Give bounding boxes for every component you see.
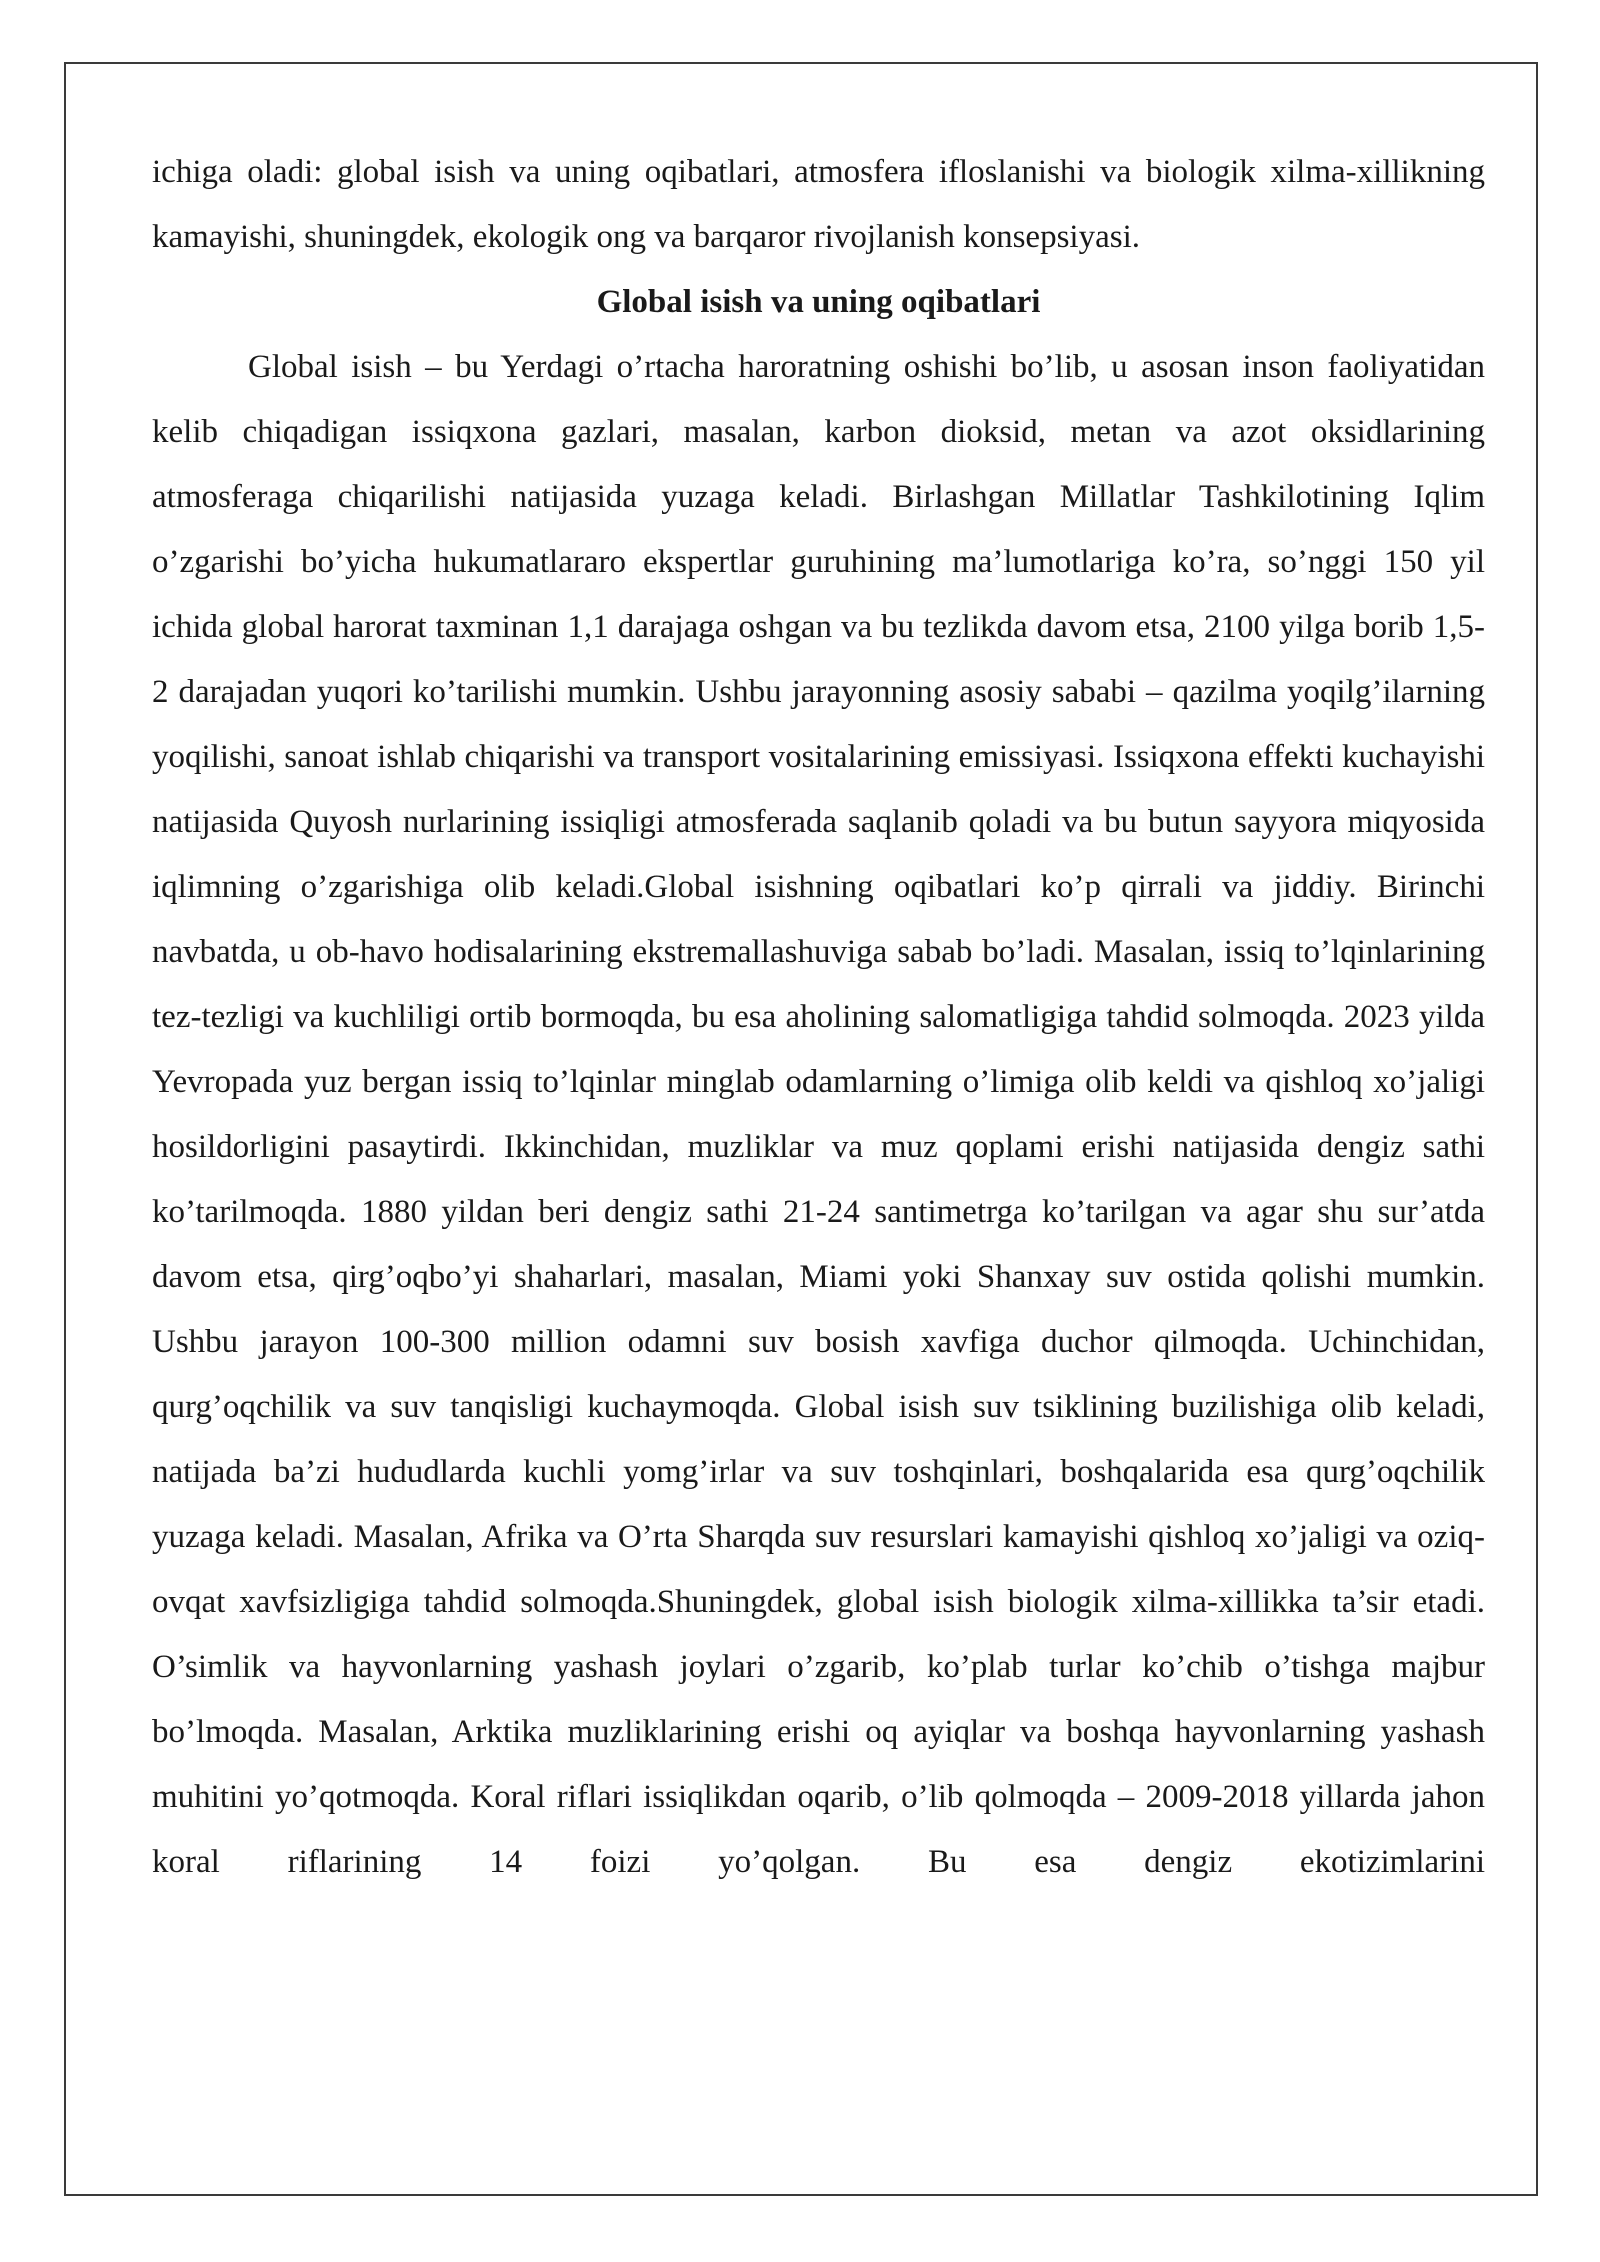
intro-paragraph: ichiga oladi: global isish va uning oqibatlari, atmosfera ifloslanishi va biologik xilma-xillikning kamayishi, shuningdek, ekologik ong va barqaror rivojlanish konsepsiyasi. <box>152 154 1485 255</box>
body-paragraph: Global isish – bu Yerdagi o’rtacha haroratning oshishi bo’lib, u asosan inson faoliyatidan kelib chiqadigan issiqxona gazlari, masalan, karbon dioksid, metan va azot oksidlarining atmosferaga chiqarilishi natijasida yuzaga keladi. Birlashgan Millatlar Tashkilotining Iqlim o’zgarishi bo’yicha hukumatlararo ekspertlar guruhining ma’lumotlariga ko’ra, so’nggi 150 yil ichida global harorat taxminan 1,1 darajaga oshgan va bu tezlikda davom etsa, 2100 yilga borib 1,5-2 darajadan yuqori ko’tarilishi mumkin. Ushbu jarayonning asosiy sababi – qazilma yoqilg’ilarning yoqilishi, sanoat ishlab chiqarishi va transport vositalarining emissiyasi. Issiqxona effekti kuchayishi natijasida Quyosh nurlarining issiqligi atmosferada saqlanib qoladi va bu butun sayyora miqyosida iqlimning o’zgarishiga olib keladi.Global isishning oqibatlari ko’p qirrali va jiddiy. Birinchi navbatda, u ob-havo hodisalarining ekstremallashuviga sabab bo’ladi. Masalan, issiq to’lqinlarining tez-tezligi va kuchliligi ortib bormoqda, bu esa aholining salomatligiga tahdid solmoqda. 2023 yilda Yevropada yuz bergan issiq to’lqinlar minglab odamlarning o’limiga olib keldi va qishloq xo’jaligi hosildorligini pasaytirdi. Ikkinchidan, muzliklar va muz qoplami erishi natijasida dengiz sathi ko’tarilmoqda. 1880 yildan beri dengiz sathi 21-24 santimetrga ko’tarilgan va agar shu sur’atda davom etsa, qirg’oqbo’yi shaharlari, masalan, Miami yoki Shanxay suv ostida qolishi mumkin. Ushbu jarayon 100-300 million odamni suv bosish xavfiga duchor qilmoqda. Uchinchidan, qurg’oqchilik va suv tanqisligi kuchaymoqda. Global isish suv tsiklining buzilishiga olib keladi, natijada ba’zi hududlarda kuchli yomg’irlar va suv toshqinlari, boshqalarida esa qurg’oqchilik yuzaga keladi. Masalan, Afrika va O’rta Sharqda suv resurslari kamayishi qishloq xo’jaligi va oziq-ovqat xavfsizligiga tahdid solmoqda.Shuningdek, global isish biologik xilma-xillikka ta’sir etadi. O’simlik va hayvonlarning yashash joylari o’zgarib, ko’plab turlar ko’chib o’tishga majbur bo’lmoqda. Masalan, Arktika muzliklarining erishi oq ayiqlar va boshqa hayvonlarning yashash muhitini yo’qotmoqda. Koral riflari issiqlikdan oqarib, o’lib qolmoqda – 2009-2018 yillarda jahon koral riflarining 14 foizi yo’qolgan. Bu esa dengiz ekotizimlarini <box>152 349 1485 1880</box>
section-heading: Global isish va uning oqibatlari <box>596 284 1041 320</box>
document-body <box>152 140 1485 1895</box>
